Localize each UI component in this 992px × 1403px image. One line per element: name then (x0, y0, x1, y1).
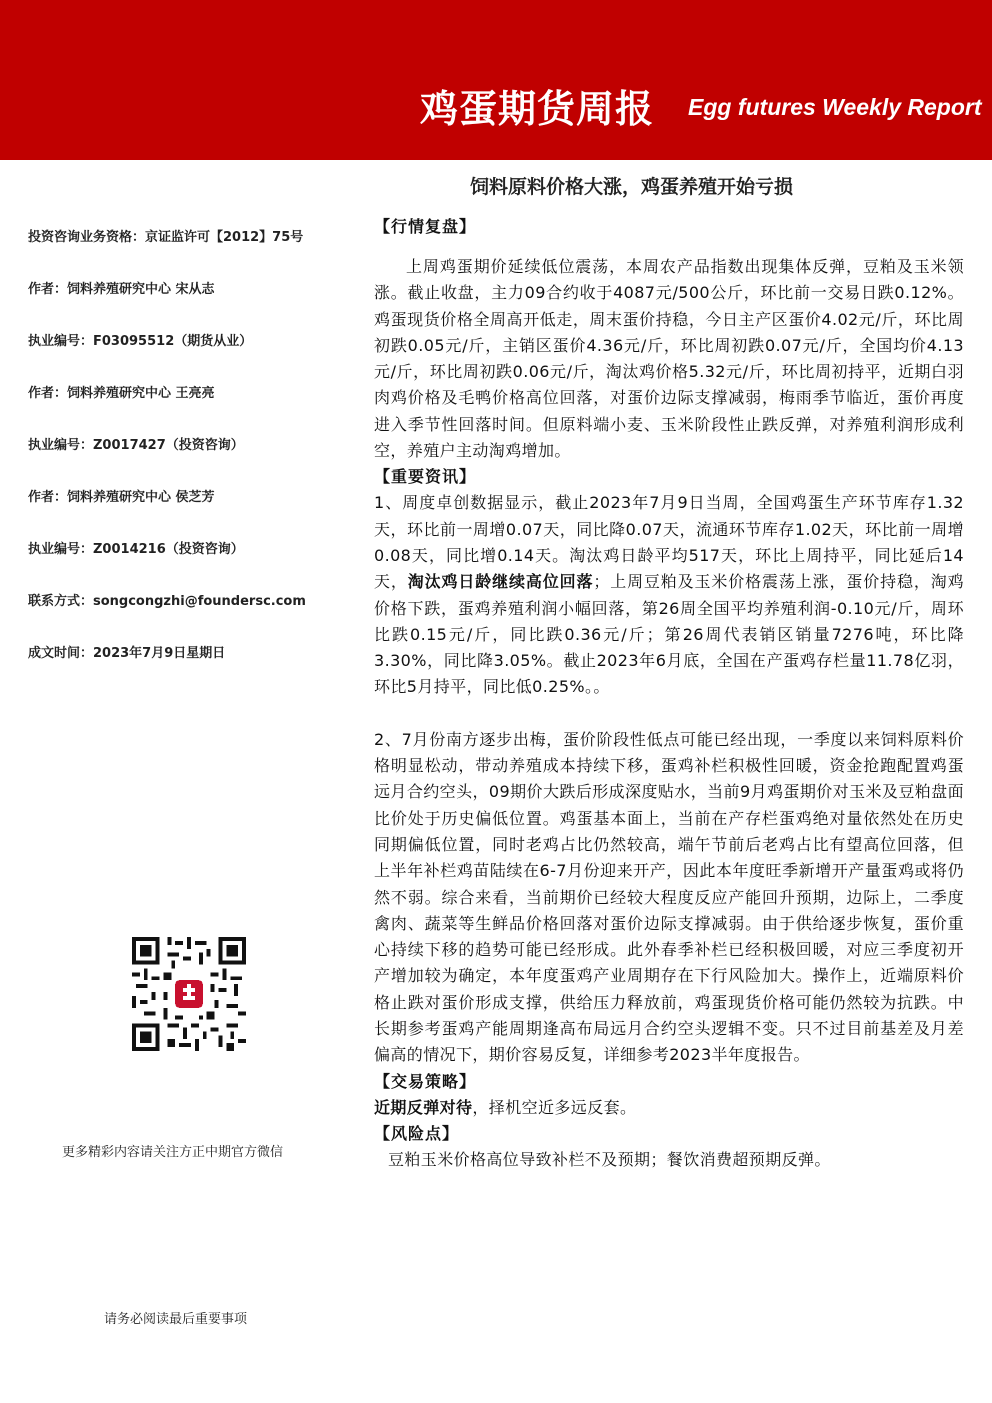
banner-title-en: Egg futures Weekly Report (688, 94, 982, 120)
news-paragraph-2: 2、7月份南方逐步出梅，蛋价阶段性低点可能已经出现，一季度以来饲料原料价格明显松动，带动养殖成本持续下移，蛋鸡补栏积极性回暖，资金抢跑配置鸡蛋远月合约空头，09期价大跌后形成深度贴水，当前9月鸡蛋期价对玉米及豆粕盘面比价处于历史偏低位置。鸡蛋基本面上，当前在产存栏蛋鸡绝对量依然处在历史同期偏低位置，同时老鸡占比仍然较高，端午节前后老鸡占比有望高位回落，但上半年补栏鸡苗陆续在6-7月份迎来开产，因此本年度旺季新增开产量蛋鸡或将仍然不弱。综合来看，当前期价已经较大程度反应产能回升预期，边际上，二季度禽肉、蔬菜等生鲜品价格回落对蛋价边际支撑减弱。由于供给逐步恢复，蛋价重心持续下移的趋势可能已经形成。此外春季补栏已经积极回暖，对应三季度初开产增加较为确定，本年度蛋鸡产业周期存在下行风险加大。操作上，近端原料价格止跌对蛋价形成支撑，供给压力释放前，鸡蛋现货价格可能仍然较为抗跌。中长期参考蛋鸡产能周期逢高布局远月合约空头逻辑不变。只不过目前基差及月差偏高的情况下，期价容易反复，详细参考2023半年度报告。 (374, 729, 964, 1065)
news-p1-text-b: ；上周豆粕及玉米价格震荡上涨，蛋价持稳，淘鸡价格下跌，蛋鸡养殖利润小幅回落，第26周全国平均养殖利润-0.10元/斤，周环比跌0.15元/斤，同比跌0.36元/斤；第26周代表销区销量7276吨，环比降3.30%，同比降3.05%。截止2023年6月底，全国在产蛋鸡存栏量11.78亿羽，环比5月持平，同比低0.25%。。 (374, 572, 964, 697)
section-title-risk: 【风险点】 (374, 1123, 460, 1143)
important-notice: 请务必阅读最后重要事项 (104, 1312, 248, 1327)
sidebar-author-2: 作者：饲料养殖研究中心 王亮亮 (28, 386, 215, 401)
strategy-rest: ，择机空近多远反套。 (472, 1097, 637, 1117)
risk-text: 豆粕玉米价格高位导致补栏不及预期；餐饮消费超预期反弹。 (388, 1149, 831, 1169)
sidebar-license-3: 执业编号：Z0014216（投资咨询） (28, 542, 244, 557)
sidebar-author-3: 作者：饲料养殖研究中心 侯芝芳 (28, 490, 215, 505)
banner-title-cn: 鸡蛋期货周报 (420, 87, 655, 131)
report-content (374, 214, 964, 1173)
sidebar-license-2: 执业编号：Z0017427（投资咨询） (28, 438, 244, 453)
sidebar-qualification: 投资咨询业务资格：京证监许可【2012】75号 (28, 230, 304, 245)
report-title: 饲料原料价格大涨，鸡蛋养殖开始亏损 (470, 176, 794, 198)
news-paragraph-1 (374, 490, 964, 700)
strategy-text (374, 1095, 964, 1121)
news-p1-highlight: 淘汰鸡日龄继续高位回落 (407, 572, 594, 592)
news-p1-text-a: 1、周度卓创数据显示，截止2023年7月9日当周，全国鸡蛋生产环节库存1.32天，环比前一周增0.07天，同比降0.07天，流通环节库存1.02天，环比前一周增0.08天，同比增0.14天。淘汰鸡日龄平均517天，环比上周持平，同比延后14天， (374, 493, 964, 592)
sidebar-license-1: 执业编号：F03095512（期货从业） (28, 334, 253, 349)
qr-caption: 更多精彩内容请关注方正中期官方微信 (62, 1145, 284, 1160)
wechat-qr-code (132, 937, 246, 1051)
section-title-strategy: 【交易策略】 (374, 1071, 477, 1091)
header-banner (0, 0, 992, 160)
sidebar-author-1: 作者：饲料养殖研究中心 宋从志 (28, 282, 215, 297)
sidebar-contact: 联系方式：songcongzhi@foundersc.com (28, 594, 306, 609)
market-review-text: 上周鸡蛋期价延续低位震荡，本周农产品指数出现集体反弹，豆粕及玉米领涨。截止收盘，主力09合约收于4087元/500公斤，环比前一交易日跌0.12%。鸡蛋现货价格全周高开低走，周末蛋价持稳，今日主产区蛋价4.02元/斤，环比周初跌0.05元/斤，主销区蛋价4.36元/斤，环比周初跌0.07元/斤，全国均价4.13元/斤，环比周初跌0.06元/斤，淘汰鸡价格5.32元/斤，环比周初持平，近期白羽肉鸡价格及毛鸭价格高位回落，对蛋价边际支撑减弱，梅雨季节临近，蛋价再度进入季节性回落时间。但原料端小麦、玉米阶段性止跌反弹，对养殖利润形成利空，养殖户主动淘鸡增加。 (374, 257, 964, 461)
strategy-highlight: 近期反弹对待 (374, 1097, 473, 1117)
section-title-news: 【重要资讯】 (374, 467, 477, 487)
sidebar-date: 成文时间：2023年7月9日星期日 (28, 646, 226, 661)
section-title-market-review: 【行情复盘】 (374, 217, 477, 236)
